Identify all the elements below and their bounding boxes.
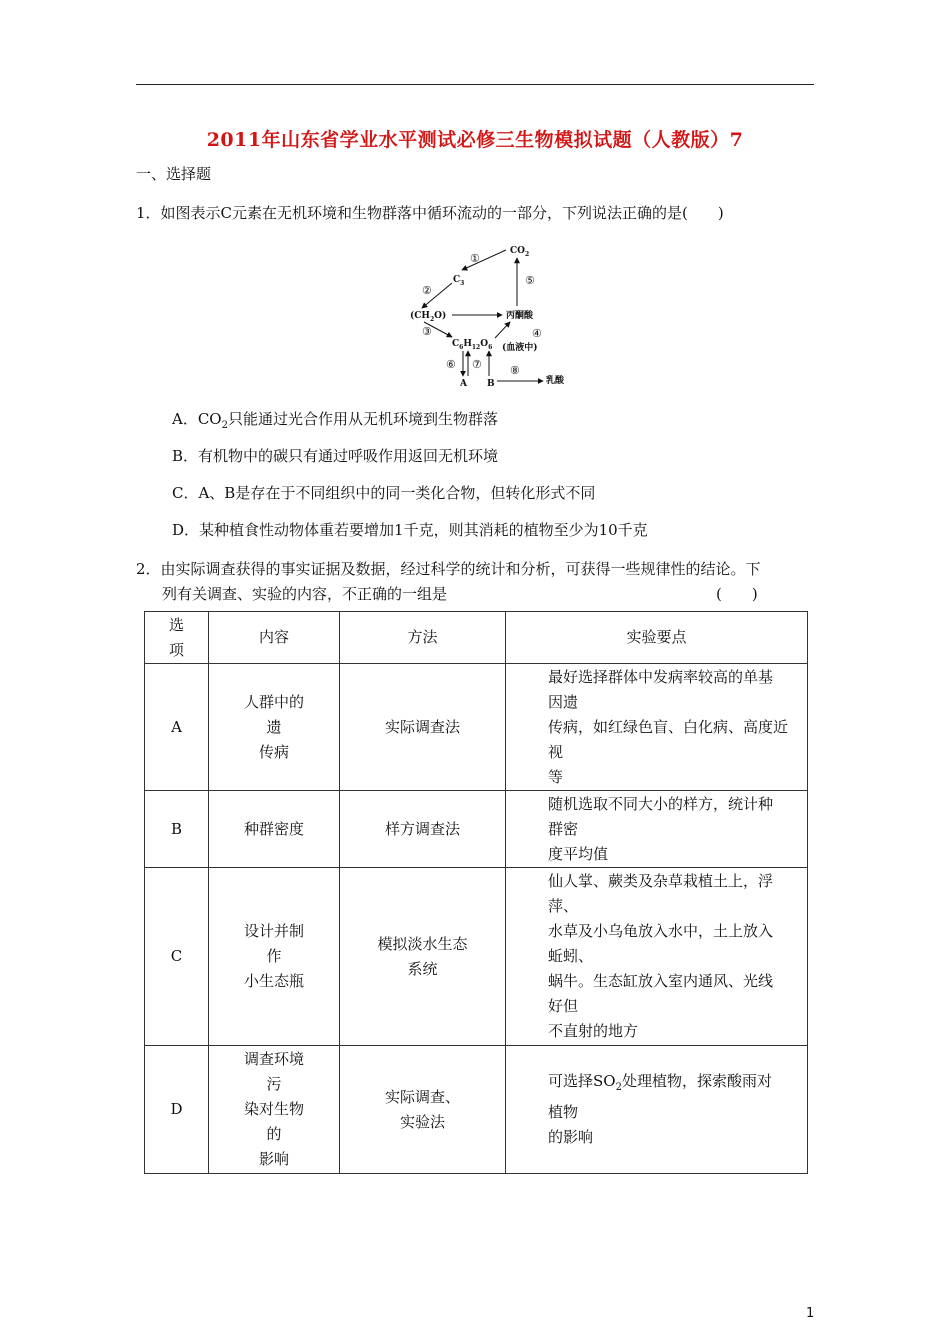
lactic-acid-label: 乳酸: [546, 376, 565, 386]
row-c-points: 仙人掌、蕨类及杂草栽植土上，浮 萍、 水草及小乌龟放入水中，土上放入 蚯蚓、 蜗牛。生态缸放入室内通风、光线 好但 不直射的地方: [506, 868, 808, 1046]
c3-label: $C_3$: [453, 275, 465, 287]
q1-option-a: A．$CO_2$只能通过光合作用从无机环境到生物群落: [172, 410, 498, 431]
header-option: 选项: [145, 612, 209, 664]
row-c-method: 模拟淡水生态 系统: [340, 868, 506, 1046]
q1-option-d: D．某种植食性动物体重若要增加1千克，则其消耗的植物至少为10千克: [172, 521, 648, 539]
step-7-marker: ⑦: [472, 358, 482, 371]
glucose-label: $C_6H_{12}O_6$: [452, 339, 493, 351]
carbon-cycle-diagram: [400, 238, 590, 390]
header-points: 实验要点: [506, 612, 808, 664]
q1-option-b: B．有机物中的碳只有通过呼吸作用返回无机环境: [172, 447, 499, 465]
header-method: 方法: [340, 612, 506, 664]
row-a-method: 实际调查法: [340, 664, 506, 791]
header-rule: [136, 84, 814, 85]
row-b-method: 样方调查法: [340, 791, 506, 868]
table-row: [145, 868, 808, 1046]
section-heading: 一、选择题: [136, 165, 212, 183]
row-d-points: 可选择$SO_2$处理植物，探索酸雨对 植物 的影响: [506, 1046, 808, 1174]
step-5-marker: ⑤: [525, 274, 535, 287]
table-row: [145, 664, 808, 791]
ch2o-label: $(CH_2O)$: [410, 311, 447, 323]
row-b-content: 种群密度: [209, 791, 340, 868]
row-b-points: 随机选取不同大小的样方，统计种 群密 度平均值: [506, 791, 808, 868]
table-row: [145, 791, 808, 868]
co2-label: $CO_2$: [510, 246, 530, 258]
b-label: B: [487, 379, 495, 389]
a-label: A: [460, 379, 467, 389]
step-8-marker: ⑧: [510, 364, 520, 377]
arrow-co2-to-c3: [462, 250, 506, 270]
page-number: 1: [806, 1306, 815, 1321]
arrow-glucose-to-pyruvate: [495, 322, 510, 338]
document-title: 2011年山东省学业水平测试必修三生物模拟试题（人教版）7: [206, 129, 744, 151]
row-c-option: C: [145, 868, 209, 1046]
row-a-option: A: [145, 664, 209, 791]
row-a-points: 最好选择群体中发病率较高的单基 因遗 传病，如红绿色盲、白化病、高度近 视 等: [506, 664, 808, 791]
header-content: 内容: [209, 612, 340, 664]
row-d-content: 调查环境 污 染对生物 的 影响: [209, 1046, 340, 1174]
step-1-marker: ①: [470, 252, 480, 265]
question-1-stem: 1．如图表示C元素在无机环境和生物群落中循环流动的一部分，下列说法正确的是( ): [136, 204, 724, 222]
step-3-marker: ③: [422, 325, 432, 338]
row-b-option: B: [145, 791, 209, 868]
row-c-content: 设计并制 作 小生态瓶: [209, 868, 340, 1046]
step-2-marker: ②: [422, 284, 432, 297]
question-2-stem-line1: 2．由实际调查获得的事实证据及数据，经过科学的统计和分析，可获得一些规律性的结论。下: [136, 560, 761, 578]
row-d-option: D: [145, 1046, 209, 1174]
step-4-marker: ④: [532, 327, 542, 340]
question-2-stem-line2: 列有关调查、实验的内容，不正确的一组是: [162, 585, 448, 603]
blood-label: (血液中): [502, 343, 538, 353]
q2-table: [144, 611, 808, 1174]
table-header-row: [145, 612, 808, 664]
question-2-answer-paren: ( ): [716, 585, 758, 603]
step-6-marker: ⑥: [446, 358, 456, 371]
pyruvate-label: 丙酮酸: [506, 311, 534, 321]
q1-option-c: C．A、B是存在于不同组织中的同一类化合物，但转化形式不同: [172, 484, 596, 502]
row-a-content: 人群中的 遗 传病: [209, 664, 340, 791]
table-row: [145, 1046, 808, 1174]
row-d-method: 实际调查、 实验法: [340, 1046, 506, 1174]
